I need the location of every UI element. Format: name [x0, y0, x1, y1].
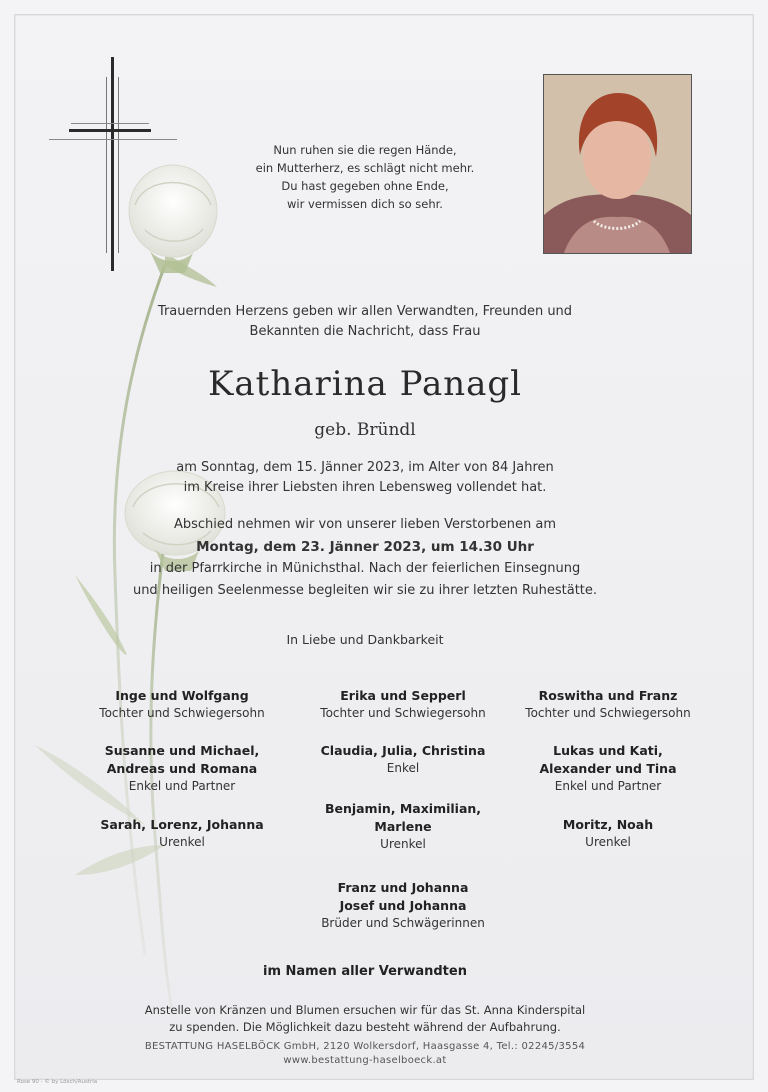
family-names: Susanne und Michael,: [104, 743, 260, 758]
family-names: Inge und Wolfgang: [115, 688, 249, 703]
family-relation: Urenkel: [380, 837, 426, 851]
poem-line: Nun ruhen sie die regen Hände,: [273, 143, 457, 157]
intro-text: [105, 302, 625, 342]
family-relation: Enkel: [386, 761, 420, 775]
family-relation: Tochter und Schwiegersohn: [525, 706, 691, 720]
family-names: Benjamin, Maximilian,: [324, 801, 482, 816]
funeral-details: [105, 514, 625, 602]
death-line: im Kreise ihrer Liebsten ihren Lebensweg vollendet hat.: [183, 480, 547, 495]
poem-line: Du hast gegeben ohne Ende,: [281, 179, 449, 193]
family-entry: [67, 742, 297, 795]
family-names: Roswitha und Franz: [538, 688, 678, 703]
undertaker-website: www.bestattung-haselboeck.at: [283, 1055, 447, 1066]
all-relatives-line: im Namen aller Verwandten: [263, 964, 467, 979]
family-names: Alexander und Tina: [539, 761, 677, 776]
funeral-date: Montag, dem 23. Jänner 2023, um 14.30 Uhr: [196, 539, 534, 555]
donation-notice: [105, 1002, 625, 1036]
family-names: Sarah, Lorenz, Johanna: [100, 817, 264, 832]
family-relation: Tochter und Schwiegersohn: [320, 706, 486, 720]
undertaker-info: [75, 1040, 655, 1068]
death-line: am Sonntag, dem 15. Jänner 2023, im Alter von 84 Jahren: [176, 460, 554, 475]
maiden-name: geb. Bründl: [314, 420, 416, 440]
portrait-photo: [543, 74, 692, 254]
family-names: Lukas und Kati,: [553, 743, 663, 758]
family-names: Josef und Johanna: [339, 898, 467, 913]
family-names: Andreas und Romana: [106, 761, 258, 776]
family-entry: [288, 687, 518, 722]
farewell-line: in der Pfarrkirche in Münichsthal. Nach der feierlichen Einsegnung: [149, 561, 581, 576]
obituary-card: [14, 14, 754, 1085]
death-announcement: [105, 458, 625, 498]
family-names: Moritz, Noah: [562, 817, 654, 832]
family-entry: [288, 742, 518, 777]
image-credit: Rose 90 - © by Lösch/Austria: [17, 1079, 98, 1085]
family-relation: Enkel und Partner: [128, 779, 236, 793]
poem-line: wir vermissen dich so sehr.: [287, 197, 443, 211]
family-relation: Urenkel: [159, 835, 205, 849]
family-entry: [288, 879, 518, 932]
family-entry: [67, 687, 297, 722]
intro-line: Trauernden Herzens geben wir allen Verwandten, Freunden und: [157, 304, 573, 319]
notice-line: zu spenden. Die Möglichkeit dazu besteht während der Aufbahrung.: [169, 1020, 561, 1034]
family-entry: [288, 800, 518, 853]
poem-line: ein Mutterherz, es schlägt nicht mehr.: [255, 161, 475, 175]
thanks-line: In Liebe und Dankbarkeit: [286, 632, 444, 647]
cross-icon: [49, 57, 179, 273]
farewell-line: Abschied nehmen wir von unserer lieben Verstorbenen am: [173, 517, 557, 532]
farewell-line: und heiligen Seelenmesse begleiten wir sie zu ihrer letzten Ruhestätte.: [132, 583, 598, 598]
family-relation: Enkel und Partner: [554, 779, 662, 793]
family-relation: Brüder und Schwägerinnen: [321, 916, 485, 930]
family-entry: [493, 687, 723, 722]
poem: [215, 141, 515, 213]
undertaker-address: BESTATTUNG HASELBÖCK GmbH, 2120 Wolkersdorf, Haasgasse 4, Tel.: 02245/3554: [144, 1041, 586, 1052]
family-relation: Urenkel: [585, 835, 631, 849]
family-entry: [67, 816, 297, 851]
deceased-name: Katharina Panagl: [207, 364, 523, 404]
intro-line: Bekannten die Nachricht, dass Frau: [249, 324, 481, 339]
family-entry: [493, 742, 723, 795]
family-names: Erika und Sepperl: [340, 688, 466, 703]
family-names: Marlene: [374, 819, 432, 834]
notice-line: Anstelle von Kränzen und Blumen ersuchen wir für das St. Anna Kinderspital: [144, 1003, 586, 1017]
family-entry: [493, 816, 723, 851]
family-names: Claudia, Julia, Christina: [320, 743, 486, 758]
family-names: Franz und Johanna: [337, 880, 469, 895]
family-relation: Tochter und Schwiegersohn: [99, 706, 265, 720]
